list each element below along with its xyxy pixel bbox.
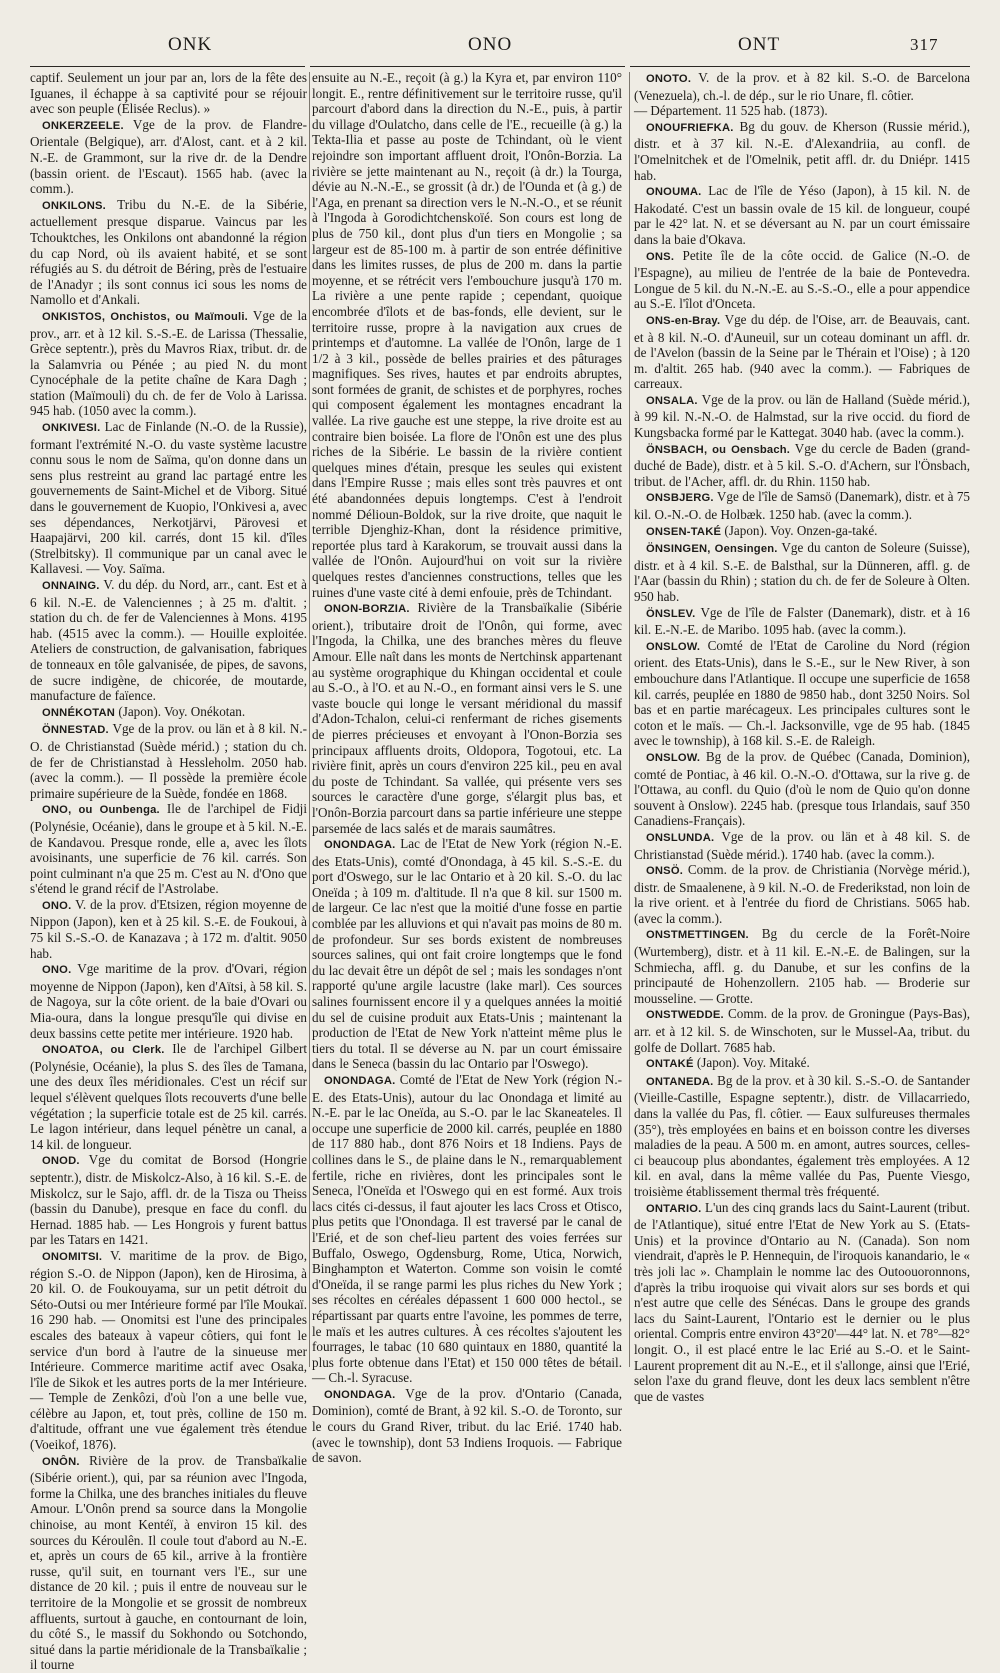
dictionary-entry — [634, 1055, 970, 1073]
dictionary-entry — [634, 540, 970, 604]
entry-text: Rivière de la prov. de Transbaïkalie (Sibérie orient.), qui, par sa réunion avec l'Ingoda, forme la Chilka, une des branches initiales du fleuve Amour. L'Onôn prend sa source dans la Mongolie chinoise, au mont Kentéï, à environ 15 kil. des sources du Kéroulên. Il coule tout d'abord au N.-E. et, après un cours de 65 kil., arrive à la frontière russe, qu'il suit, en tournant vers l'E., sur une distance de 20 kil. ; puis il entre de nouveau sur le territoire de la Mongolie et se grossit de nombreux affluents, surtout à gauche, en contournant de loin, du côté S., le massif du Sokhondo ou Sotchondo, situé dans la partie méridionale de la Transbaïkalie ; il tourne — [30, 1452, 307, 1673]
entry-text: Vge de l'île de Samsö (Danemark), distr. et à 75 kil. O.-N.-O. de Holbæk. 1250 hab. (avec la comm.). — [634, 489, 970, 523]
dictionary-entry — [634, 1073, 970, 1200]
entry-headword: ONNÉKOTAN — [42, 706, 116, 719]
entry-headword: ONTANEDA. — [646, 1075, 714, 1088]
dictionary-entry — [634, 183, 970, 247]
dictionary-entry — [30, 897, 307, 961]
entry-text: (Japon). Voy. Onzen-ga-také. — [721, 522, 878, 538]
running-head-right: ONT — [738, 34, 781, 55]
entry-text: ensuite au N.-E., reçoit (à g.) la Kyra et, par environ 110° longit. E., rentre définitivement sur le territoire russe, qu'il parcourt d'abord dans la direction du N.-E., puis, à partir du village d'Oulatcho, dans celle de l'E., recueille (à g.) la Tekta-Ilia et passe au poste de Tchindant, où le vient rejoindre son important affluent droit, l'Onôn-Borzia. La rivière se jette maintenant au N., reçoit (à dr.) la Tourga, dévie au N.-N.-E., se grossit (à dr.) de l'Ounda et (à g.) de l'Aga, en prenant sa direction vers le N.-N.-O., et se réunit à l'Ingoda à Gorodichtchenskoïé. Son cours est long de plus de 750 kil., dont plus d'un tiers en Mongolie ; sa largeur est de 85-100 m. à partir de son entrée définitive dans les limites russes, de plus de 200 m. dans la partie moyenne, et se rétrécit vers l'embouchure jusqu'à 170 m. La rivière a une pente rapide ; cependant, quoique encombrée d'îlots et de bas-fonds, elle devient, sur le territoire russe, propre à la navigation aux crues de printemps et d'automne. La vallée de l'Onôn, large de 1 1/2 à 3 kil., possède de belles prairies et des pâturages magnifiques. Ses rives, hautes et par endroits abruptes, sont formées de granit, de schistes et de porphyres, roches qui composent également les montagnes encadrant la vallée. La rive gauche est une steppe, la rive droite est au contraire bien boisée. La flore de l'Onôn est une des plus riches de la Sibérie. Le bassin de la rivière contient quelques mines d'étain, presque les seules qui existent dans l'Empire Russe ; mais elles sont très pauvres et ont été abandonnées depuis longtemps. C'est à l'endroit nommé Délioun-Boldok, sur la rive droite, que naquit le terrible Djenghiz-Khan, dont la résidence primitive, reportée plus tard à Karakorum, se trouvait aussi dans la vallée de l'Onôn. Aujourd'hui on voit sur la rivière quelques restes d'anciennes constructions, telles que les ruines d'une vaste cité à demi enfouie, près de Tchindant. — [312, 70, 622, 600]
entry-headword: ONSALA. — [646, 394, 698, 407]
dictionary-entry — [634, 70, 970, 103]
entry-text: L'un des cinq grands lacs du Saint-Laurent (tribut. de l'Atlantique), situé entre l'Etat de New York au S. (Etats-Unis) et la province d'Ontario au N. (Canada). Son nom viendrait, d'après le P. Hennequin, de l'iroquois kanandario, le « très joli lac ». Champlain le nomme lac des Outoouoronnons, d'après la tribu iroquoise qui vivait alors sur ses bords et qui n'est autre que celle des Sénécas. Dans le groupe des grands lacs du Saint-Laurent, l'Ontario est le dernier ou le plus oriental. Compris entre environ 43°20'—44° lat. N. et 78°—82° longit. O., il est placé entre le lac Erié au S.-O. et le Saint-Laurent proprement dit au N.-E., et il s'allonge, ainsi que l'Erié, selon l'axe du grand fleuve, dont les deux lacs semblent n'être que de vastes — [634, 1199, 970, 1404]
dictionary-entry — [30, 117, 307, 197]
entry-text: Vge de la prov., arr. et à 12 kil. S.-S.-E. de Larissa (Thessalie, Grèce septentr.), près du Mavros Riax, tribut. dr. de la Salamvria ou Pénée ; au pied N. du mont Cynocéphale de la petite chaîne de Kara Dagh ; station (Maïmouli) du ch. de fer de Volo à Larissa. 945 hab. (1050 avec la comm.). — [30, 307, 307, 419]
dictionary-entry — [634, 862, 970, 926]
entry-text: Bg du gouv. de Kherson (Russie mérid.), distr. et à 37 kil. N.-E. d'Alexandriia, au confl. de l'Omelnitchek et de l'Omelnik, petit affl. dr. du Dniépr. 1415 hab. — [634, 118, 970, 183]
dictionary-entry — [634, 829, 970, 862]
entry-headword: ONSTWEDDE. — [646, 1009, 724, 1022]
entry-text: Vge de la prov. ou län et à 48 kil. S. de Christianstad (Suède mérid.). 1740 hab. (avec la comm.). — [634, 828, 970, 862]
dictionary-entry — [312, 836, 622, 1072]
entry-headword: ONOD. — [42, 1155, 80, 1168]
entry-headword: ONNAING. — [42, 580, 100, 592]
dictionary-entry — [30, 704, 307, 722]
entry-headword: ONKERZEELE. — [42, 119, 124, 132]
entry-text: Comm. de la prov. de Groningue (Pays-Bas), arr. et à 12 kil. S. de Winschoten, sur le Mussel-Aa, tribut. du golfe de Dollart. 7685 hab. — [634, 1006, 970, 1055]
dictionary-entry — [30, 577, 307, 704]
entry-headword: ONKIVESI. — [42, 422, 101, 435]
entry-text: Bg de la prov. et à 30 kil. S.-S.-O. de Santander (Vieille-Castille, Espagne septentr.), distr. de Villacarriedo, dans la vallée du Pas, fl. côtier. — Eaux sulfureuses thermales (35°), très employées en bains et en boisson contre les diverses maladies de la peau. A 500 m. en amont, autres sources, celles-ci beaucoup plus abondantes, également très employées. A 12 kil. en aval, dans la même vallée du Pas, Puente Viesgo, troisième établissement thermal très fréquenté. — [634, 1072, 970, 1199]
dictionary-entry — [312, 1386, 622, 1466]
entry-headword: ONS-en-Bray. — [646, 314, 721, 327]
entry-headword: ONÔN. — [42, 1455, 80, 1468]
entry-headword: ONO. — [42, 964, 72, 977]
entry-text: V. du dép. du Nord, arr., cant. Est et à 6 kil. N.-E. de Valenciennes ; à 25 m. d'altit. ; station du ch. de fer de Valenciennes à Mons. 4195 hab. (4515 avec la comm.). — Houille exploitée. Ateliers de construction, de galvanisation, fabriques de tonneaux en tôle galvanisée, de pipes, de savons, de sucre indigène, de chicorée, de moutarde, manufacture de faïence. — [30, 577, 307, 704]
entry-headword: ONTAKÉ — [646, 1058, 694, 1071]
column-divider — [309, 72, 310, 1367]
entry-headword: ONS. — [646, 250, 675, 263]
entry-text: Vge de l'île de Falster (Danemark), distr. et à 16 kil. E.-N.-E. de Maribo. 1095 hab. (avec la comm.). — [634, 604, 970, 638]
dictionary-entry — [634, 103, 970, 119]
dictionary-entry — [634, 248, 970, 312]
dictionary-entry — [30, 1453, 307, 1673]
entry-headword: ONSEN-TAKÉ — [646, 525, 722, 538]
dictionary-entry — [634, 749, 970, 829]
dictionary-entry — [30, 1248, 307, 1453]
dictionary-entry — [634, 1200, 970, 1405]
dictionary-entry — [634, 1006, 970, 1055]
entry-text: V. maritime de la prov. de Bigo, région S.-O. de Nippon (Japon), ken de Hirosima, à 20 kil. O. de Foukouyama, sur un petit détroit du Séto-Outsi ou mer Intérieure formé par l'île Moukaï. 16 290 hab. — Onomitsi est l'une des principales escales des bateaux à vapeur côtiers, qui font le service d'un bord à l'autre de la sinueuse mer Intérieure. Commerce maritime actif avec Osaka, l'île de Sikok et les autres ports de la mer Intérieure. — Temple de Zenkôzi, d'où l'on a une belle vue, célèbre au Japon, et, tout près, colline de 150 m. d'altitude, offrant une vue également très étendue (Voeikof, 1876). — [30, 1247, 307, 1453]
entry-headword: ONKILONS. — [42, 199, 106, 212]
entry-text: Vge de la prov. ou län et à 8 kil. N.-O. de Christianstad (Suède mérid.) ; station du ch. de fer de Christianstad à Hessleholm. 2050 hab. (avec la comm.). — Il possède la première école primaire supérieure de la Suède, fondée en 1868. — [30, 721, 307, 801]
dictionary-entry — [30, 70, 307, 117]
running-head-center: ONO — [468, 34, 513, 55]
header-rule — [30, 66, 305, 67]
entry-text: Bg de la prov. de Québec (Canada, Dominion), comté de Pontiac, à 46 kil. O.-N.-O. d'Ottawa, sur la rive g. de l'Ottawa, au confl. du Quio (d'où le nom de Quio qu'on donne souvent à Onslow). 2245 hab. (presque tous Irlandais, sauf 350 Canadiens-Français). — [634, 748, 970, 829]
entry-headword: ÖNSINGEN, Oensingen. — [646, 543, 778, 556]
entry-headword: ONOMITSI. — [42, 1250, 103, 1263]
entry-text: — Département. 11 525 hab. (1873). — [634, 103, 828, 119]
entry-headword: ONON-BORZIA. — [324, 603, 410, 616]
dictionary-entry — [634, 605, 970, 638]
entry-text: Tribu du N.-E. de la Sibérie, actuellement presque disparue. Vaincus par les Tchouktches, les Onkilons ont abandonné la région du cap Nord, où ils avaient habité, et se sont réfugiés au S. du détroit de Béring, près de l'estuaire de l'Anadyr ; ils sont connus ici sous les noms de Namollo et d'Ankali. — [30, 196, 307, 308]
entry-text: Ile de l'archipel Gilbert (Polynésie, Océanie), la plus S. des îles de Tamana, une des deux îles méridionales. C'est un récif sur lequel s'élèvent quelques îlots recouverts d'une belle végétation ; la superficie totale est de 25 kil. carrés. Le lagon intérieur, dans lequel pénètre un canal, a 14 kil. de longueur. — [30, 1041, 307, 1152]
column-divider — [629, 72, 630, 1367]
entry-headword: ONO, ou Ounbenga. — [42, 804, 160, 817]
dictionary-entry — [312, 600, 622, 836]
dictionary-entry — [634, 523, 970, 541]
entry-text: Comté de l'Etat de New York (région N.-E. des Etats-Unis), autour du lac Onondaga et limité au N.-E. par le lac Oneïda, au S.-O. par le lac Skaneateles. Il occupe une superficie de 2000 kil. carrés, peuplée en 1880 de 117 880 hab., dont 876 Noirs et 18 Indiens. Pays de collines dans le S., de plaine dans le N., remarquablement fertile, riche en rivières, dont les principales sont le Seneca, l'Oneïda et l'Oswego qui en est formé. Aux trois lacs cités ci-dessus, il faut ajouter les lacs Cross et Otisco, plus petits que l'Onondaga. Il est traversé par le canal de l'Erié, et de son chef-lieu partent des voies ferrées sur Buffalo, Oswego, Ogdensburg, Rome, Utica, Norwich, Binghampton et Waterton. Comme son voisin le comté d'Oneïda, il se range parmi les plus riches du New York ; ses récoltes en céréales dépassent 1 600 000 hectol., se répartissant par quarts entre l'avoine, les pommes de terre, le maïs et les autres cultures. À ces récoltes s'ajoutent les fourrages, le tabac (10 680 quintaux en 1880, quantité la plus forte obtenue dans l'Etat) et 150 000 têtes de bétail. — Ch.-l. Syracuse. — [312, 1072, 622, 1386]
dictionary-entry — [634, 489, 970, 522]
entry-text: Vge de la prov. ou län de Halland (Suède mérid.), à 99 kil. N.-N.-O. de Halmstad, sur la rive occid. du fiord de Kungsbacka formé par le Kattegat. 3040 hab. (avec la comm.). — [634, 391, 970, 441]
entry-text: Vge du cercle de Baden (grand-duché de Bade), distr. et à 5 kil. S.-O. d'Achern, sur l'Önsbach, tribut. de l'Acher, affl. dr. du Rhin. 1150 hab. — [634, 440, 970, 489]
entry-headword: ONOUFRIEFKA. — [646, 121, 734, 134]
header-rule — [630, 66, 970, 67]
entry-text: Vge du dép. de l'Oise, arr. de Beauvais, cant. et à 8 kil. N.-O. d'Auneuil, sur un coteau dominant un affl. dr. de l'Avelon (bassin de la Seine par le Thérain et l'Oise) ; à 120 m. d'altit. 265 hab. (940 avec la comm.). — Fabriques de carreaux. — [634, 311, 970, 392]
entry-text: Ile de l'archipel de Fidji (Polynésie, Océanie), dans le groupe et à 5 kil. N.-E. de Kandavou. Presque ronde, elle a, avec les îlots avoisinants, une superficie de 76 kil. carrés. Son point culminant n'a que 25 m. C'est au N. d'Ono que s'étend le grand récif de l'Astrolabe. — [30, 801, 307, 897]
entry-text: (Japon). Voy. Onékotan. — [115, 703, 246, 719]
entry-text: captif. Seulement un jour par an, lors de la fête des Iguanes, il échappe à sa captivité pour se réjouir avec son peuple (Élisée Reclus). » — [30, 70, 307, 117]
dictionary-entry — [30, 419, 307, 577]
dictionary-entry — [30, 1041, 307, 1152]
dictionary-entry — [30, 308, 307, 419]
entry-headword: ÖNSBACH, ou Oensbach. — [646, 443, 791, 456]
page-header — [0, 0, 1000, 70]
entry-text: Lac de l'Etat de New York (région N.-E. des Etats-Unis), comté d'Onondaga, à 45 kil. S.-S.-E. du port d'Oswego, sur le lac Ontario et à 20 kil. S.-O. du lac Oneïda ; à 109 m. d'altitude. Il n'a que 8 kil. sur 1500 m. de largeur. Ce lac n'est que la moitié d'une fosse en partie comblée par les alluvions et qui n'avait pas moins de 80 m. de profondeur. Sur ses bords existent de nombreuses sources salines, qui ont fait croire longtemps que le fond du lac devait être un dépôt de sel ; mais les sondages n'ont rapporté qu'une argile lacustre (lake marl). Ces sources salines fournissent encore il y a quelques années la moitié du sel de cuisine produit aux Etats-Unis ; maintenant la production de l'Etat de New York n'atteint même plus le tiers du total. Il se déverse au N. par un court émissaire dans le Seneca (bassin du lac Ontario par l'Oswego). — [312, 836, 622, 1072]
dictionary-entry — [634, 119, 970, 183]
entry-text: Comté de l'Etat de Caroline du Nord (région orient. des Etats-Unis), dans le S.-E., sur le New River, à son embouchure dans l'Atlantique. Il occupe une superficie de 1658 kil. carrés, peuplée en 1880 de 9850 hab., dont 3250 Noirs. Sol bas et en partie marécageux. Les principales cultures sont le coton et le maïs. — Ch.-l. Jacksonville, vge de 95 hab. (1845 avec le township), à 168 kil. S.-E. de Raleigh. — [634, 637, 970, 749]
entry-headword: ÖNSLEV. — [646, 607, 696, 620]
entry-headword: ÖNNESTAD. — [42, 724, 109, 737]
running-head-left: ONK — [168, 34, 213, 55]
dictionary-entry — [30, 721, 307, 801]
entry-headword: ONO. — [42, 899, 72, 912]
dictionary-entry — [634, 441, 970, 490]
entry-headword: ONSÖ. — [646, 865, 684, 878]
entry-headword: ONSLOW. — [646, 640, 701, 653]
entry-text: V. de la prov. et à 82 kil. S.-O. de Barcelona (Venezuela), ch.-l. de dép., sur le rio Unare, fl. côtier. — [634, 70, 970, 103]
entry-text: (Japon). Voy. Mitaké. — [693, 1055, 810, 1071]
entry-headword: ONOATOA, ou Clerk. — [42, 1044, 165, 1057]
dictionary-entry — [634, 638, 970, 749]
dictionary-entry — [634, 926, 970, 1006]
entry-text: Vge maritime de la prov. d'Ovari, région moyenne de Nippon (Japon), ken d'Aïtsi, à 58 kil. S. de Nagoya, sur la côte orient. de la baie d'Ovari ou Mia-oura, dans la longue presqu'île qui divise en deux bassins cette petite mer intérieure. 1920 hab. — [30, 961, 307, 1041]
dictionary-entry — [634, 312, 970, 392]
entry-text: Rivière de la Transbaïkalie (Sibérie orient.), tributaire droit de l'Onôn, qui forme, avec l'Ingoda, la Chilka, une des branches mères du fleuve Amour. Elle naît dans les monts de Nertchinsk appartenant au système orographique du Khingan occidental et coule au S.-O., à l'O. et au N.-O., en formant ainsi vers le S. une vaste boucle qui longe le versant méridional du massif d'Adon-Tchalon, celui-ci renfermant de riches gisements de pierres précieuses et envoyant à l'Onon-Borzia ses principaux affluents droits, Oldopora, Togotoui, etc. La rivière finit, après un cours d'environ 225 kil., peu en aval du poste de Tchindant. Sa vallée, qui présente vers ses sources le caractère d'une gorge, s'élargit plus bas, et l'Onôn-Borzia parcourt dans sa partie inférieure une steppe parsemée de lacs salés et de marais saumâtres. — [312, 600, 622, 836]
dictionary-entry — [30, 1152, 307, 1248]
entry-headword: ONONDAGA. — [324, 1388, 396, 1401]
entry-headword: ONSLOW. — [646, 751, 701, 764]
entry-headword: ONONDAGA. — [324, 839, 396, 852]
entry-headword: ONOUMA. — [646, 186, 702, 199]
entry-text: Bg du cercle de la Forêt-Noire (Wurtemberg), distr. et à 11 kil. E.-N.-E. de Balingen, sur la Schmiecha, affl. g. du Danube, et sur les confins de la principauté de Hohenzollern. 2105 hab. — Broderie sur mousseline. — Grotte. — [634, 926, 970, 1006]
entry-headword: ONOTO. — [646, 73, 692, 85]
entry-headword: ONSTMETTINGEN. — [646, 929, 749, 942]
dictionary-entry — [312, 70, 622, 600]
dictionary-entry — [30, 197, 307, 308]
dictionary-entry — [30, 961, 307, 1041]
entry-headword: ONSLUNDA. — [646, 831, 715, 844]
column-3 — [634, 70, 970, 1404]
entry-text: Vge de la prov. de Flandre-Orientale (Belgique), arr. d'Alost, cant. et à 2 kil. N.-E. de Grammont, sur la rive dr. de la Dendre (bassin orient. de l'Escaut). 1565 hab. (avec la comm.). — [30, 116, 307, 197]
entry-text: Vge du comitat de Borsod (Hongrie septentr.), distr. de Miskolcz-Also, à 16 kil. S.-E. de Miskolcz, sur le Sajo, affl. dr. de la Tisza ou Theiss (bassin du Danube), presque en face du confl. du Hernad. 1885 hab. — Les Hongrois y furent battus par les Tatars en 1421. — [30, 1152, 307, 1248]
entry-headword: ONKISTOS, Onchistos, ou Maïmouli. — [42, 310, 248, 323]
entry-headword: ONSBJERG. — [646, 492, 714, 505]
entry-text: Lac de l'île de Yéso (Japon), à 15 kil. N. de Hakodaté. C'est un bassin ovale de 15 kil. de longueur, coupé par le 42° lat. N. et se déversant au N. par un court émissaire dans la baie d'Okava. — [634, 183, 970, 247]
entry-headword: ONONDAGA. — [324, 1075, 396, 1087]
page-number: 317 — [910, 35, 939, 54]
header-rule — [310, 66, 625, 67]
entry-text: Petite île de la côte occid. de Galice (N.-O. de l'Espagne), au milieu de l'entrée de la baie de Pontevedra. Longue de 5 kil. du N.-N.-E. au S.-S.-O., elle a pour appendice au S.-E. l'îlot d'Onceta. — [634, 247, 970, 312]
dictionary-entry — [30, 801, 307, 897]
entry-text: Vge du canton de Soleure (Suisse), distr. et à 4 kil. S.-E. de Balsthal, sur la Dünneren, affl. g. de l'Aar (bassin du Rhin) ; station du ch. de fer de Soleure à Olten. 950 hab. — [634, 540, 970, 604]
entry-text: Comm. de la prov. de Christiania (Norvège mérid.), distr. de Smaalenene, à 9 kil. N.-O. de Frederikstad, non loin de la rive orient. et à l'entrée du fiord de Christians. 5065 hab. (avec la comm.). — [634, 862, 970, 926]
entry-text: Vge de la prov. d'Ontario (Canada, Dominion), comté de Brant, à 92 kil. S.-O. de Toronto, sur le cours du Grand River, tribut. du lac Erié. 1740 hab. (avec le township), dont 53 Indiens Iroquois. — Fabrique de savon. — [312, 1385, 622, 1466]
entry-text: Lac de Finlande (N.-O. de la Russie), formant l'extrémité N.-O. du vaste système lacustre connu sous le nom de Saïma, qu'on donne dans un sens plus restreint au grand lac partagé entre les gouvernements de Saint-Michel et de Viborg. Situé dans le gouvernement de Kuopio, l'Onkivesi a, avec ses dépendances, Nerkotjärvi, Pärovesi et Haapajärvi, 200 kil. carrés, dont 15 kil. d'îles (Strelbitsky). Il communique par un canal avec le Kallavesi. — Voy. Saïma. — [30, 419, 307, 577]
entry-text: V. de la prov. d'Etsizen, région moyenne de Nippon (Japon), ken et à 25 kil. S.-E. de Foukoui, à 75 kil S.-S.-O. de Kanazava ; à 172 m. d'altit. 9050 hab. — [30, 896, 307, 961]
column-1 — [30, 70, 307, 1673]
entry-headword: ONTARIO. — [646, 1202, 702, 1215]
column-2 — [312, 70, 622, 1466]
dictionary-entry — [312, 1072, 622, 1386]
dictionary-entry — [634, 392, 970, 441]
